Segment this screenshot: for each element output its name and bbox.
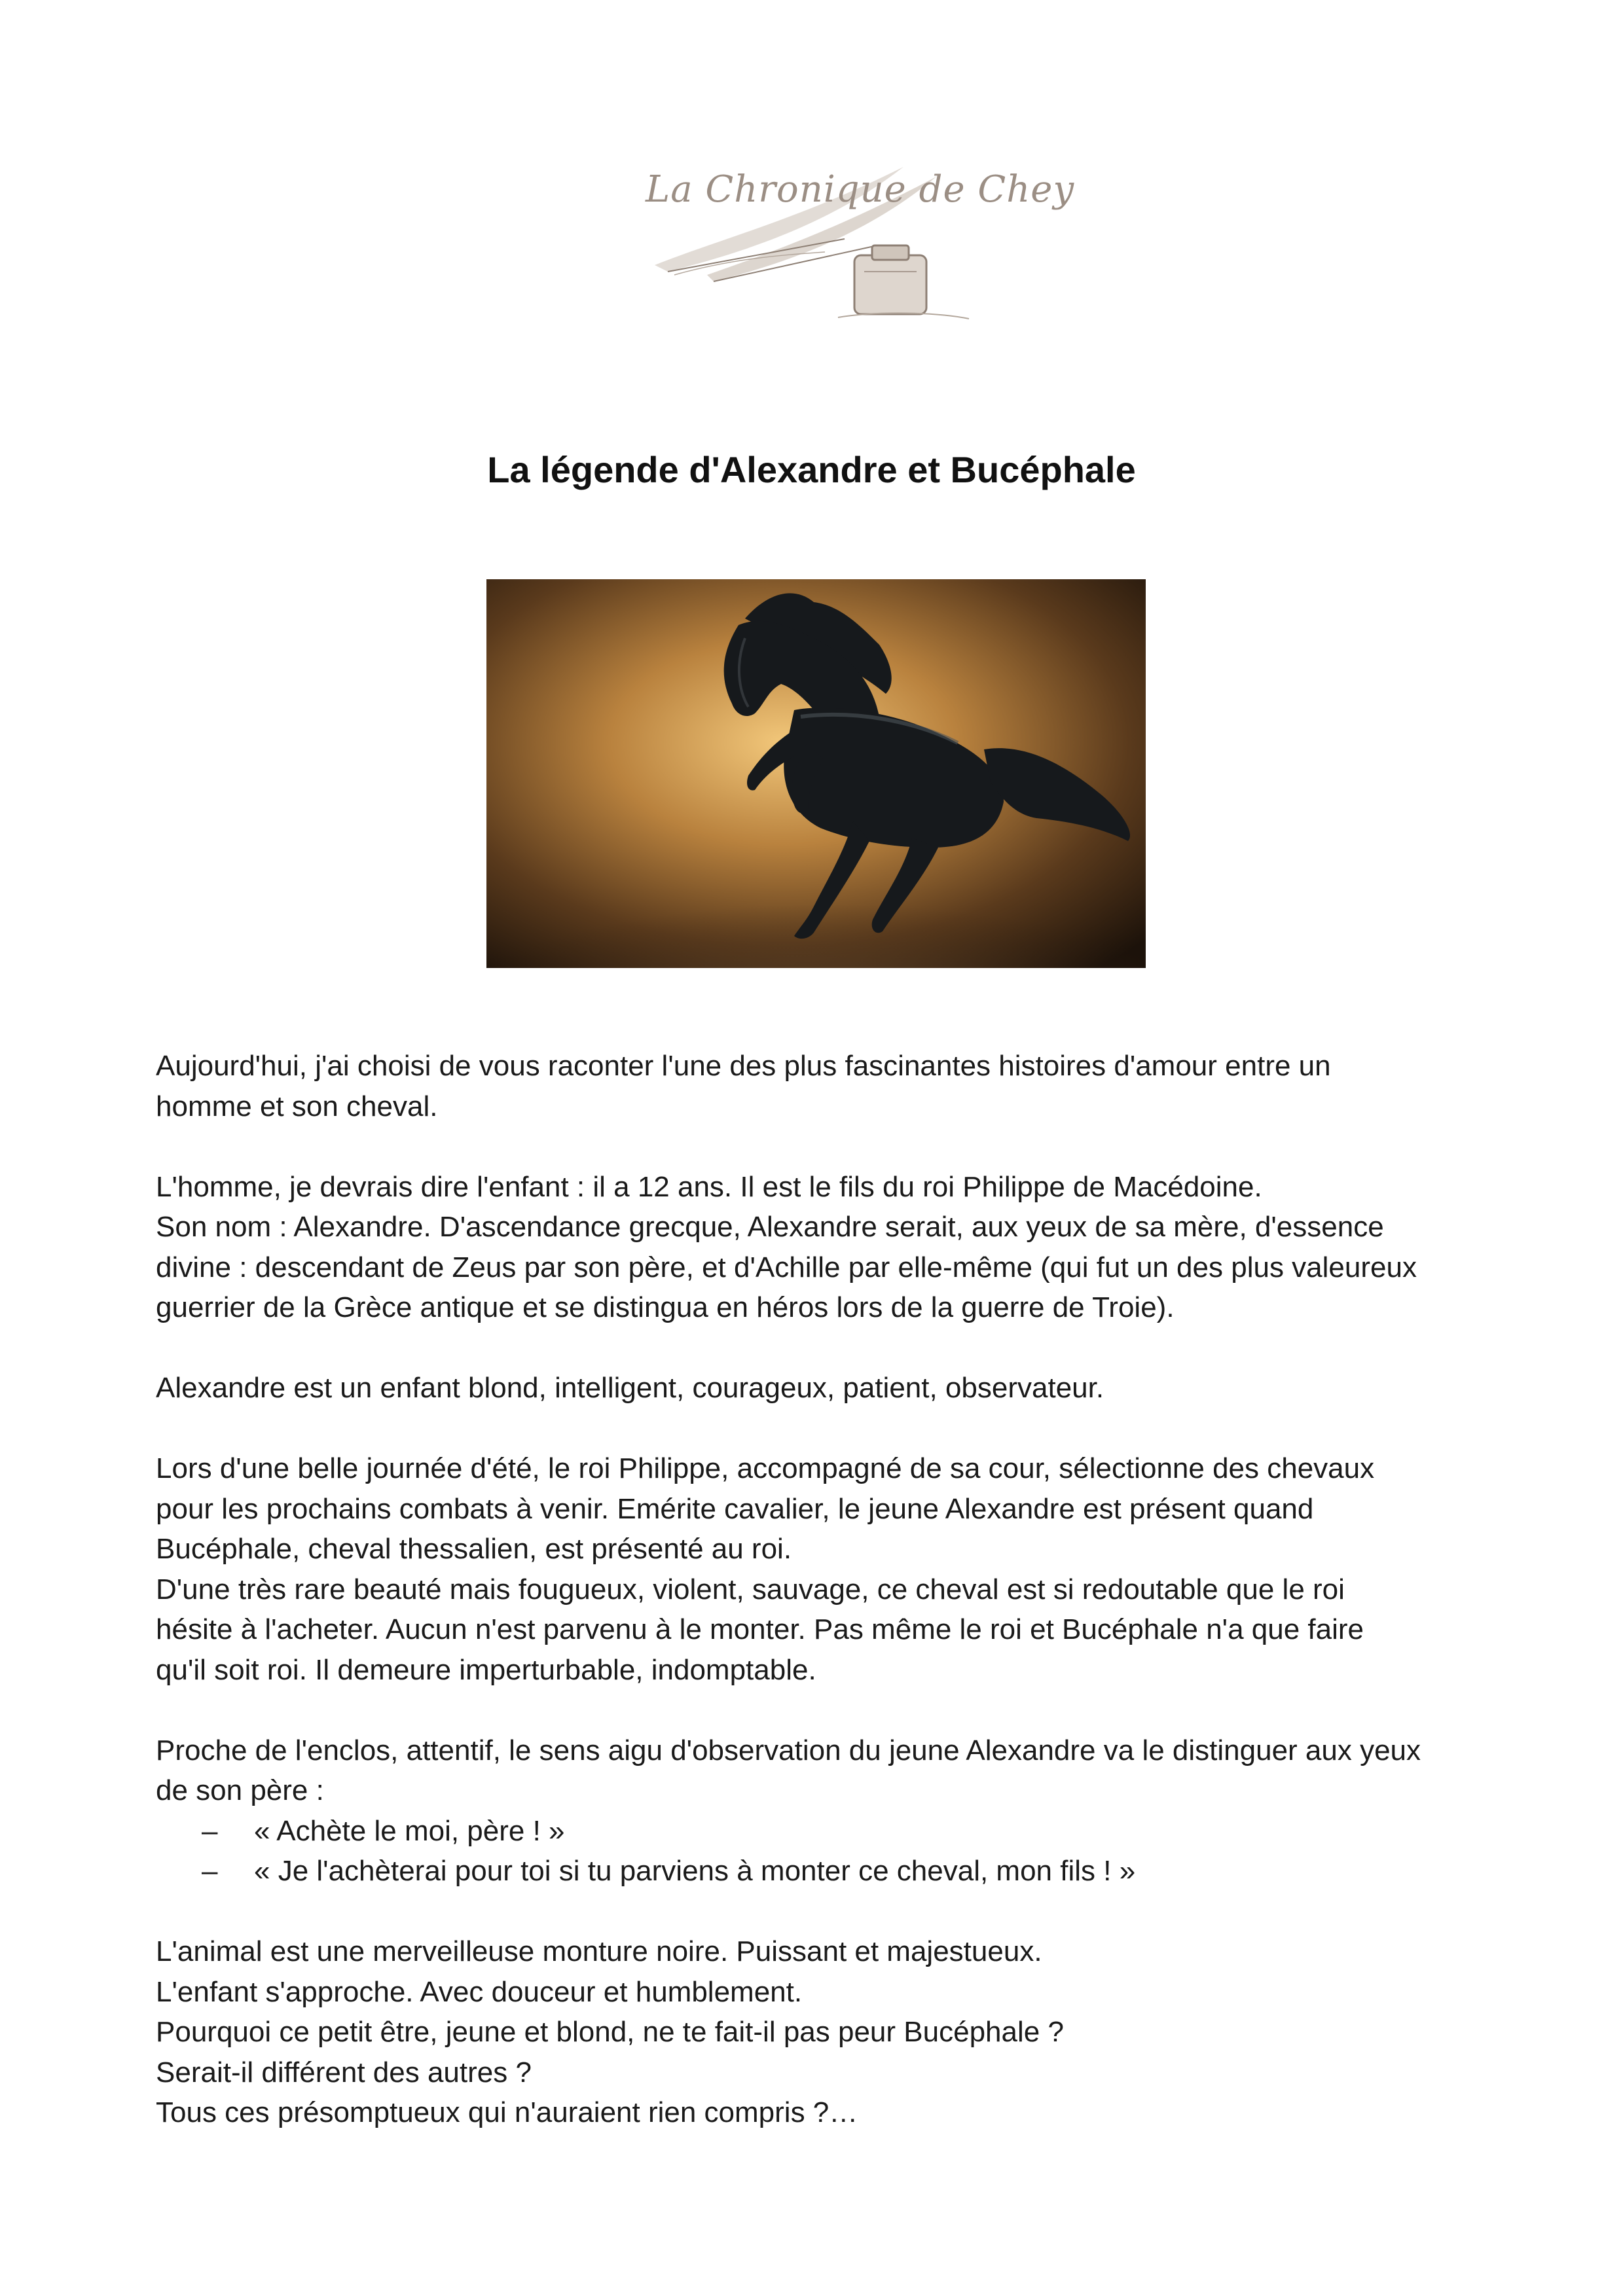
horse-photo: [486, 579, 1146, 968]
dash-bullet: –: [202, 1855, 218, 1887]
paragraph: [156, 1931, 1478, 2133]
text-line: de son père :: [156, 1774, 324, 1806]
text-line: Tous ces présomptueux qui n'auraient rien compris ?…: [156, 2096, 858, 2128]
text-line: pour les prochains combats à venir. Emérite cavalier, le jeune Alexandre est présent quand: [156, 1492, 1314, 1525]
text-line: Proche de l'enclos, attentif, le sens aigu d'observation du jeune Alexandre va le distinguer aux yeux: [156, 1734, 1421, 1767]
paragraph: [156, 1046, 1478, 1126]
list-item-text: « Achète le moi, père ! »: [254, 1814, 565, 1847]
text-line: qu'il soit roi. Il demeure imperturbable, indomptable.: [156, 1653, 816, 1686]
text-line: Lors d'une belle journée d'été, le roi Philippe, accompagné de sa cour, sélectionne des chevaux: [156, 1452, 1375, 1484]
blog-logo: [629, 141, 1075, 331]
text-line: Son nom : Alexandre. D'ascendance grecque, Alexandre serait, aux yeux de sa mère, d'essence: [156, 1211, 1384, 1243]
page-title: La légende d'Alexandre et Bucéphale: [487, 449, 1136, 490]
text-line: Bucéphale, cheval thessalien, est présenté au roi.: [156, 1533, 792, 1565]
text-line: divine : descendant de Zeus par son père, et d'Achille par elle-même (qui fut un des plus valeureux: [156, 1251, 1417, 1283]
dash-bullet: –: [202, 1814, 218, 1847]
paragraph: [156, 1731, 1478, 1811]
paragraph: [156, 1368, 1478, 1408]
text-line: homme et son cheval.: [156, 1090, 438, 1122]
text-line: L'animal est une merveilleuse monture noire. Puissant et majestueux.: [156, 1935, 1042, 1967]
paragraph: [156, 1167, 1478, 1328]
list-item: [156, 1851, 1478, 1892]
text-line: hésite à l'acheter. Aucun n'est parvenu à le monter. Pas même le roi et Bucéphale n'a que faire: [156, 1613, 1364, 1645]
text-line: guerrier de la Grèce antique et se distingua en héros lors de la guerre de Troie).: [156, 1291, 1175, 1323]
text-line: Serait-il différent des autres ?: [156, 2056, 532, 2089]
text-line: L'enfant s'approche. Avec douceur et humblement.: [156, 1975, 803, 2008]
list-item: [156, 1811, 1478, 1852]
black-horse-rearing-icon: [486, 579, 1146, 968]
text-line: Pourquoi ce petit être, jeune et blond, ne te fait-il pas peur Bucéphale ?: [156, 2016, 1064, 2048]
text-line: D'une très rare beauté mais fougueux, violent, sauvage, ce cheval est si redoutable que le roi: [156, 1573, 1345, 1605]
dialogue-list: [156, 1811, 1478, 1892]
text-line: L'homme, je devrais dire l'enfant : il a 12 ans. Il est le fils du roi Philippe de Macédoine.: [156, 1170, 1262, 1203]
paragraph: [156, 1448, 1478, 1690]
article-body: [156, 1046, 1478, 2133]
list-item-text: « Je l'achèterai pour toi si tu parviens à monter ce cheval, mon fils ! »: [254, 1855, 1136, 1887]
logo-text: La Chronique de Chey: [646, 168, 1075, 211]
text-line: Aujourd'hui, j'ai choisi de vous raconter l'une des plus fascinantes histoires d'amour entre un: [156, 1050, 1331, 1082]
text-line: Alexandre est un enfant blond, intelligent, courageux, patient, observateur.: [156, 1372, 1104, 1404]
